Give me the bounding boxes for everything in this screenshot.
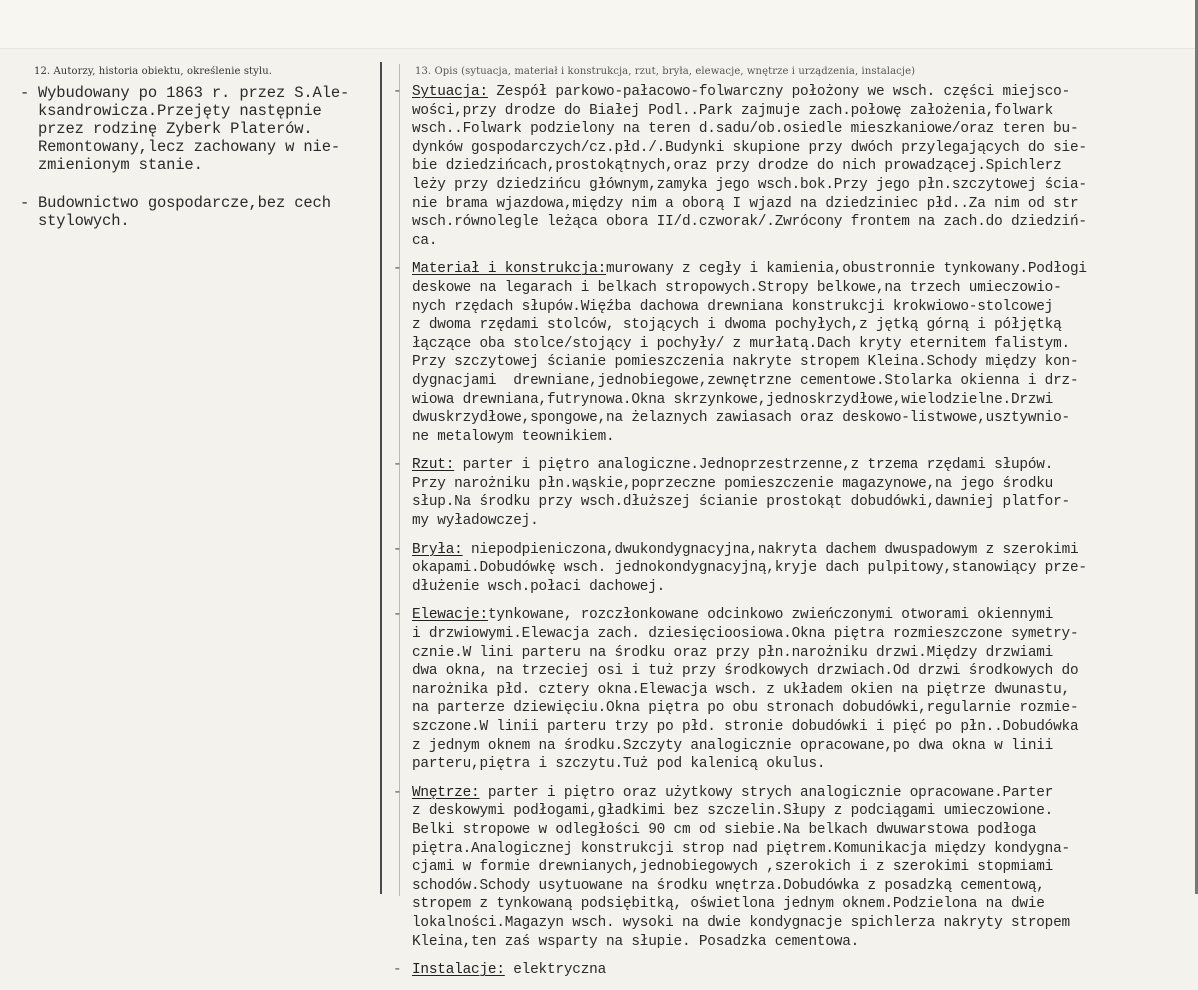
text-line: stropem z tynkowaną podsiębitką, oświetlona jednym oknem.Podzielona na dwie (412, 896, 1045, 913)
section-text (412, 456, 1198, 530)
text-line: wiowa drewniana,futrynowa.Okna skrzynkowe,jednoskrzydłowe,wielodzielne.Drzwi (412, 391, 1054, 408)
text-line: schodów.Schody usytuowane na środku wnętrza.Dobudówka z posadzką cementową, (412, 877, 1045, 894)
section-heading: Rzut: (412, 457, 455, 474)
text-line: Budownictwo gospodarcze,bez cech (38, 194, 331, 212)
text-line: Wnętrze: parter i piętro oraz użytkowy strych analogicznie opracowane.Parter (412, 784, 1054, 801)
page-top-margin (0, 0, 1198, 49)
text-line: Bryła: niepodpieniczona,dwukondygnacyjna,nakryta dachem dwuspadowym z szerokimi (412, 541, 1079, 558)
text-line: nie brama wjazdowa,między nim a oborą I wjazd na dziedziniec płd..Za nim od str (412, 195, 1079, 212)
text-line: bie dziedzińcach,prostokątnych,oraz przy drodze do nich prowadzącej.Spichlerz (412, 158, 1062, 175)
text-line: lokalności.Magazyn wsch. wysoki na dwie kondygnacje spichlerza nakryty stropem (412, 914, 1070, 931)
text-line: Wybudowany po 1863 r. przez S.Ale- (38, 84, 350, 102)
section-heading: Sytuacja: (412, 84, 488, 100)
text-line: Rzut: parter i piętro analogiczne.Jednoprzestrzenne,z trzema rzędami słupów. (412, 457, 1054, 474)
section-heading: Wnętrze: (412, 784, 480, 801)
text-line: dwuskrzydłowe,spongowe,na żelaznych zawiasach oraz deskowo-listwowe,usztywnio- (412, 410, 1070, 427)
text-line: Elewacje:tynkowane, rozczłonkowane odcinkowo zwieńczonymi otworami okiennymi (412, 607, 1054, 624)
section-sytuacja (393, 83, 1198, 250)
bullet-dash: - (393, 84, 402, 100)
text-line: z jednym oknem na środku.Szczyty analogicznie opracowane,po dwa okna w linii (412, 737, 1054, 754)
text-line: szczone.W linii parteru trzy po płd. stronie dobudówki i pięć po płn..Dobudówka (412, 719, 1079, 735)
section-bryła (393, 541, 1198, 597)
right-column-header: 13. Opis (sytuacja, materiał i konstrukcja, rzut, bryła, elewacje, wnętrze i urządzenia, instalacje) (415, 66, 916, 77)
left-column-header: 12. Autorzy, historia obiektu, określenie stylu. (34, 66, 273, 77)
bullet-dash: - (20, 194, 30, 212)
text-line: cjami w formie drewnianych,jednobiegowych ,szerokich i z szerokimi stopmiami (412, 859, 1054, 876)
text-line: ne metalowym teownikiem. (412, 428, 615, 445)
text-line: z dwoma rzędami stolców, stojących i dwoma pochyłych,z jętką górną i półjętką (412, 317, 1062, 334)
column-divider (380, 62, 382, 894)
text-line: narożnika płd. cztery okna.Elewacja wsch. z układem okien na piętrze dwunastu, (412, 681, 1070, 698)
text-line: cznie.W lini parteru na środku oraz przy płn.narożniku drzwi.Między drzwiami (412, 644, 1054, 661)
section-wnętrze (393, 784, 1198, 951)
text-line: dłużenie wsch.połaci dachowej. (412, 578, 666, 595)
text-line: zmienionym stanie. (38, 156, 203, 174)
section-rzut (393, 456, 1198, 530)
text-line: Instalacje: elektryczna (412, 962, 607, 979)
text-line: Przy szczytowej ścianie pomieszczenia nakryte stropem Kleina.Schody między kon- (412, 354, 1079, 371)
text-line: piętra.Analogicznej konstrukcji strop nad piętrem.Komunikacja między kondygna- (412, 840, 1070, 857)
text-line: Sytuacja: Zespół parkowo-pałacowo-folwarczny położony we wsch. części miejsco- (412, 84, 1071, 100)
left-column (20, 84, 376, 250)
text-line: wsch.równolegle leżąca obora II/d.czworak/.Zwrócony frontem na zach.do dziedziń- (412, 214, 1087, 231)
text-line: deskowe na legarach i belkach stropowych.Stropy belkowe,na trzech umieczowio- (412, 279, 1062, 296)
bullet-dash: - (393, 261, 402, 278)
section-heading: Instalacje: (412, 962, 505, 979)
section-instalacje (393, 961, 1198, 980)
text-line: ca. (412, 232, 438, 249)
bullet-dash: - (393, 784, 402, 801)
text-line: przez rodzinę Zyberk Platerów. (38, 120, 313, 138)
text-line: leży przy dziedzińcu głównym,zamyka jego wsch.bok.Przy jego płn.szczytowej ścia- (412, 176, 1087, 193)
section-text (412, 260, 1198, 446)
bullet-dash: - (393, 541, 402, 558)
section-heading: Bryła: (412, 541, 463, 558)
text-line: i drzwiowymi.Elewacja zach. dziesięcioosiowa.Okna piętra rozmieszczone symetry- (412, 626, 1079, 643)
text-line: okapami.Dobudówkę wsch. jednokondygnacyjną,kryje dach pulpitowy,stanowiący prze- (412, 560, 1087, 577)
text-line: łączące oba stolce/stojący i pochyły/ z murłatą.Dach kryty eternitem falistym. (412, 335, 1070, 352)
text-line: nych rzędach słupów.Więźba dachowa drewniana konstrukcji krokwiowo-stolcowej (412, 298, 1054, 315)
right-column (393, 83, 1198, 990)
history-entry (20, 194, 376, 230)
section-text (412, 784, 1198, 951)
text-line: dygnacjami drewniane,jednobiegowe,zewnętrzne cementowe.Stolarka okienna i drz- (412, 372, 1079, 389)
history-entry (20, 84, 376, 174)
text-line: Remontowany,lecz zachowany w nie- (38, 138, 341, 156)
text-line: ksandrowicza.Przejęty następnie (38, 102, 322, 120)
section-elewacje (393, 606, 1198, 773)
bullet-dash: - (20, 84, 30, 102)
text-line: parteru,piętra i szczytu.Tuż pod kalenicą okulus. (412, 756, 826, 773)
text-line: Kleina,ten zaś wsparty na słupie. Posadzka cementowa. (412, 933, 860, 950)
text-line: wości,przy drodze do Białej Podl..Park zajmuje zach.połowę założenia,folwark (412, 102, 1054, 119)
text-line: my wyładowczej. (412, 513, 539, 530)
section-heading: Elewacje: (412, 607, 488, 624)
section-text (412, 961, 1198, 980)
bullet-dash: - (393, 457, 402, 474)
section-text (412, 541, 1198, 597)
text-line: Przy narożniku płn.wąskie,poprzeczne pomieszczenie magazynowe,na jego środku (412, 475, 1054, 492)
section-heading: Materiał i konstrukcja: (412, 261, 607, 278)
text-line: na parterze dziewięciu.Okna piętra po obu stronach dobudówki,regularnie rozmie- (412, 700, 1079, 717)
text-line: Materiał i konstrukcja:murowany z cegły i kamienia,obustronnie tynkowany.Podłogi (412, 261, 1087, 278)
section-materiał-i-konstrukcja (393, 260, 1198, 446)
text-line: dynków gospodarczych/cz.płd./.Budynki skupione przy dwóch przylegających do sie- (412, 139, 1087, 156)
bullet-dash: - (393, 607, 402, 624)
text-line: Belki stropowe w odległości 90 cm od siebie.Na belkach dwuwarstowa podłoga (412, 821, 1037, 838)
history-text (38, 84, 376, 174)
text-line: słup.Na środku przy wsch.dłuższej ścianie prostokąt dobudówki,dawniej platfor- (412, 494, 1070, 511)
bullet-dash: - (393, 962, 402, 979)
section-text (412, 83, 1198, 250)
text-line: stylowych. (38, 212, 130, 230)
text-line: z deskowymi podłogami,gładkimi bez szczelin.Słupy z podciągami umieczowione. (412, 803, 1054, 820)
history-text (38, 194, 376, 230)
section-text (412, 606, 1198, 773)
text-line: wsch..Folwark podzielony na teren d.sadu/ob.osiedle mieszkaniowe/oraz teren bu- (412, 121, 1079, 138)
text-line: dwa okna, na trzeciej osi i tuż przy środkowych drzwiach.Od drzwi środkowych do (412, 663, 1079, 680)
